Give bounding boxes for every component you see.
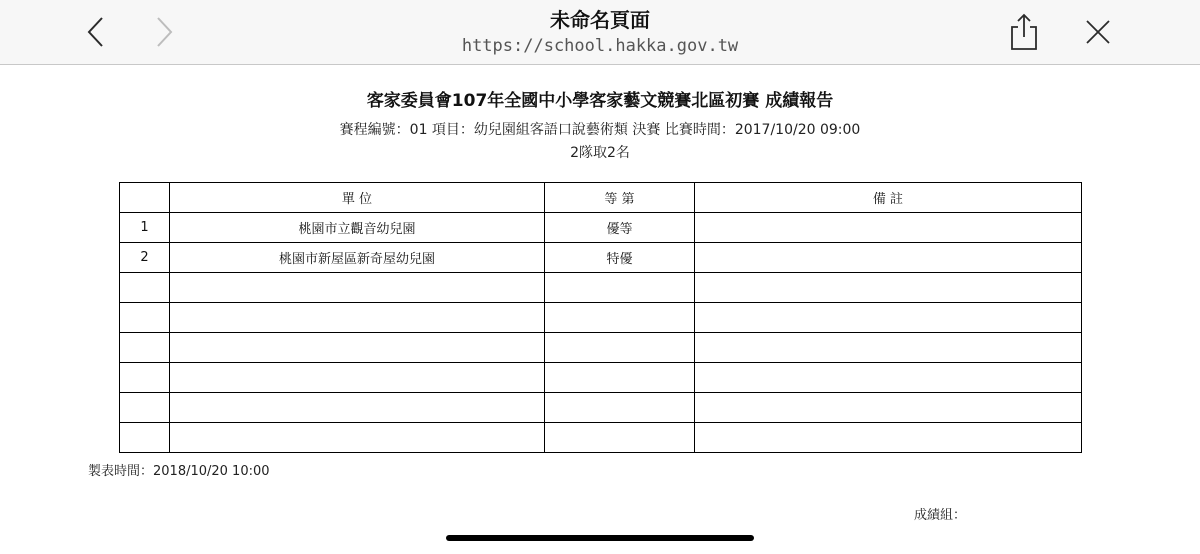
cell-grade xyxy=(545,363,695,393)
cell-unit xyxy=(170,393,545,423)
share-icon xyxy=(1008,13,1040,51)
table-row xyxy=(120,363,1082,393)
table-row xyxy=(120,333,1082,363)
cell-remarks xyxy=(695,423,1082,453)
forward-button[interactable] xyxy=(146,14,182,50)
cell-remarks xyxy=(695,393,1082,423)
chevron-left-icon xyxy=(86,16,106,48)
header-remarks: 備 註 xyxy=(695,183,1082,213)
share-button[interactable] xyxy=(1006,14,1042,50)
report-title: 客家委員會107年全國中小學客家藝文競賽北區初賽 成績報告 xyxy=(366,91,834,111)
address-area[interactable] xyxy=(300,6,900,58)
close-button[interactable] xyxy=(1080,14,1116,50)
header-index xyxy=(120,183,170,213)
cell-unit xyxy=(170,333,545,363)
cell-index xyxy=(120,393,170,423)
cell-unit xyxy=(170,303,545,333)
cell-unit: 桃園市新屋區新奇屋幼兒園 xyxy=(170,243,545,273)
cell-unit xyxy=(170,363,545,393)
report-meta: 賽程編號：01 項目：幼兒園組客語口說藝術類 決賽 比賽時間：2017/10/20 09:00 xyxy=(339,122,861,138)
table-row xyxy=(120,213,1082,243)
table-row xyxy=(120,273,1082,303)
table-header-row xyxy=(120,183,1082,213)
cell-remarks xyxy=(695,213,1082,243)
header-unit: 單 位 xyxy=(170,183,545,213)
cell-index xyxy=(120,273,170,303)
report-quota: 2隊取2名 xyxy=(570,145,630,161)
browser-toolbar xyxy=(0,0,1200,65)
cell-grade xyxy=(545,423,695,453)
cell-grade xyxy=(545,393,695,423)
cell-unit xyxy=(170,273,545,303)
grade-group-signature: 成績組： xyxy=(914,508,967,523)
cell-grade: 特優 xyxy=(545,243,695,273)
table-row xyxy=(120,243,1082,273)
cell-unit: 桃園市立觀音幼兒園 xyxy=(170,213,545,243)
cell-index xyxy=(120,333,170,363)
close-icon xyxy=(1084,18,1112,46)
page-url: https://school.hakka.gov.tw xyxy=(461,36,739,56)
back-button[interactable] xyxy=(78,14,114,50)
table-row xyxy=(120,393,1082,423)
cell-remarks xyxy=(695,363,1082,393)
cell-remarks xyxy=(695,333,1082,363)
cell-index xyxy=(120,363,170,393)
cell-index xyxy=(120,423,170,453)
cell-grade xyxy=(545,303,695,333)
cell-remarks xyxy=(695,243,1082,273)
results-table xyxy=(119,182,1082,453)
table-row xyxy=(120,423,1082,453)
cell-index: 2 xyxy=(120,243,170,273)
cell-grade xyxy=(545,273,695,303)
cell-remarks xyxy=(695,303,1082,333)
cell-remarks xyxy=(695,273,1082,303)
chevron-right-icon xyxy=(154,16,174,48)
made-time: 製表時間：2018/10/20 10:00 xyxy=(88,464,270,479)
cell-grade: 優等 xyxy=(545,213,695,243)
cell-index xyxy=(120,303,170,333)
home-indicator[interactable] xyxy=(446,535,754,541)
header-grade: 等 第 xyxy=(545,183,695,213)
cell-unit xyxy=(170,423,545,453)
cell-index: 1 xyxy=(120,213,170,243)
table-row xyxy=(120,303,1082,333)
page-title: 未命名頁面 xyxy=(550,8,650,32)
cell-grade xyxy=(545,333,695,363)
